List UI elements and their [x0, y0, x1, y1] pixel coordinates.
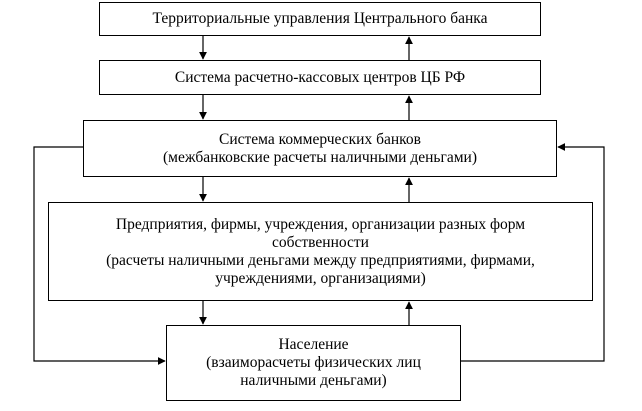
commercial-banks-title: Система коммерческих банков [219, 130, 421, 148]
commercial-banks-subtitle: (межбанковские расчеты наличными деньгами) [163, 148, 477, 166]
population-subtitle-line-1: (взаиморасчеты физических лиц [206, 354, 421, 371]
central-bank-branches-label: Территориальные управления Центрального банка [152, 10, 488, 27]
cash-settlement-centers-box [99, 60, 541, 95]
commercial-banks-box [83, 120, 557, 177]
enterprises-box [48, 202, 593, 301]
enterprises-title-line-2: собственности [272, 233, 369, 251]
cash-settlement-centers-label: Система расчетно-кассовых центров ЦБ РФ [174, 68, 466, 86]
population-subtitle-line-2: наличными деньгами) [240, 372, 387, 389]
enterprises-subtitle-line-2: учреждениями, организациями) [215, 269, 426, 287]
enterprises-subtitle-line-1: (расчеты наличными деньгами между предприятиями, фирмами, [106, 251, 535, 269]
population-title: Население [278, 336, 349, 353]
central-bank-branches-box [99, 2, 541, 36]
enterprises-title-line-1: Предприятия, фирмы, учреждения, организации разных форм [115, 215, 526, 233]
population-box [166, 325, 461, 401]
